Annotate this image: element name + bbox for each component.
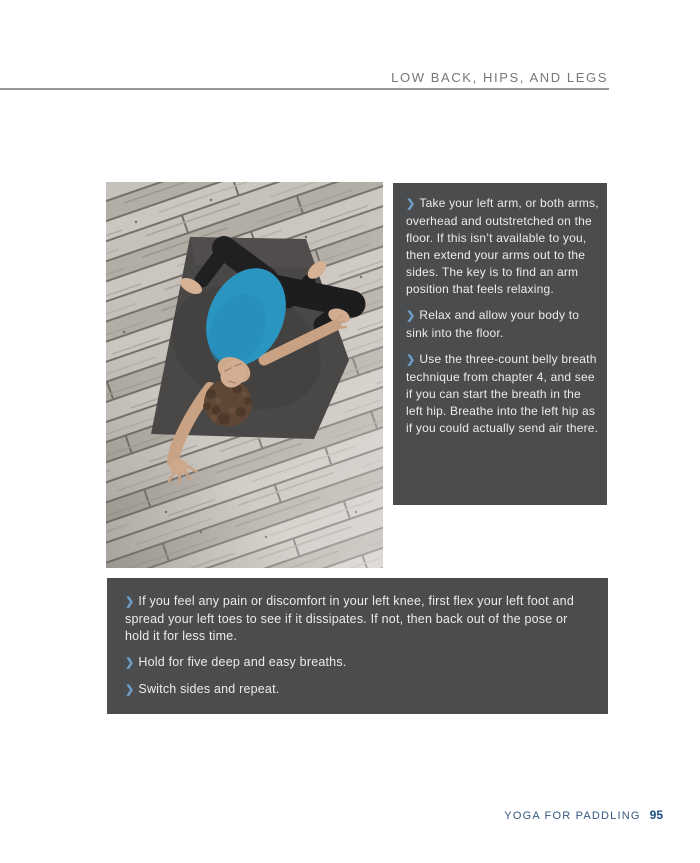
bullet-text: Use the three-count belly breath technique from chapter 4, and see if you can start the breath in the left hip. Breathe into the left hip as if you could actually send air there. — [406, 352, 599, 435]
yoga-pose-photo — [106, 182, 383, 568]
chevron-bullet-icon: ❯ — [406, 310, 416, 322]
instruction-bullet — [406, 351, 599, 437]
page-number: 95 — [649, 808, 663, 822]
instruction-bottom-box — [107, 578, 608, 714]
header-rule — [0, 88, 609, 90]
section-header: LOW BACK, HIPS, AND LEGS — [391, 70, 608, 85]
yoga-pose-illustration — [106, 182, 383, 568]
chevron-bullet-icon: ❯ — [406, 198, 416, 210]
chevron-bullet-icon: ❯ — [125, 596, 135, 608]
chevron-bullet-icon: ❯ — [125, 684, 135, 696]
bullet-text: If you feel any pain or discomfort in your left knee, first flex your left foot and spread your left toes to see if it dissipates. If not, then back out of the pose or hold it for less time. — [125, 594, 574, 643]
page-footer — [504, 808, 663, 822]
instruction-bullet — [406, 307, 599, 342]
instruction-sidebar — [393, 183, 607, 505]
instruction-bullet — [125, 593, 588, 645]
chevron-bullet-icon: ❯ — [125, 657, 135, 669]
bullet-text: Hold for five deep and easy breaths. — [138, 655, 347, 669]
bullet-text: Relax and allow your body to sink into the floor. — [406, 308, 580, 340]
book-title: YOGA FOR PADDLING — [504, 810, 641, 822]
instruction-bullet — [125, 654, 588, 672]
instruction-bullet — [406, 195, 599, 298]
bullet-text: Take your left arm, or both arms, overhead and outstretched on the floor. If this isn’t available to you, then extend your arms out to the sides. The key is to find an arm position that feels relaxing. — [406, 196, 599, 296]
bullet-text: Switch sides and repeat. — [138, 682, 280, 696]
instruction-bullet — [125, 681, 588, 699]
chevron-bullet-icon: ❯ — [406, 354, 416, 366]
